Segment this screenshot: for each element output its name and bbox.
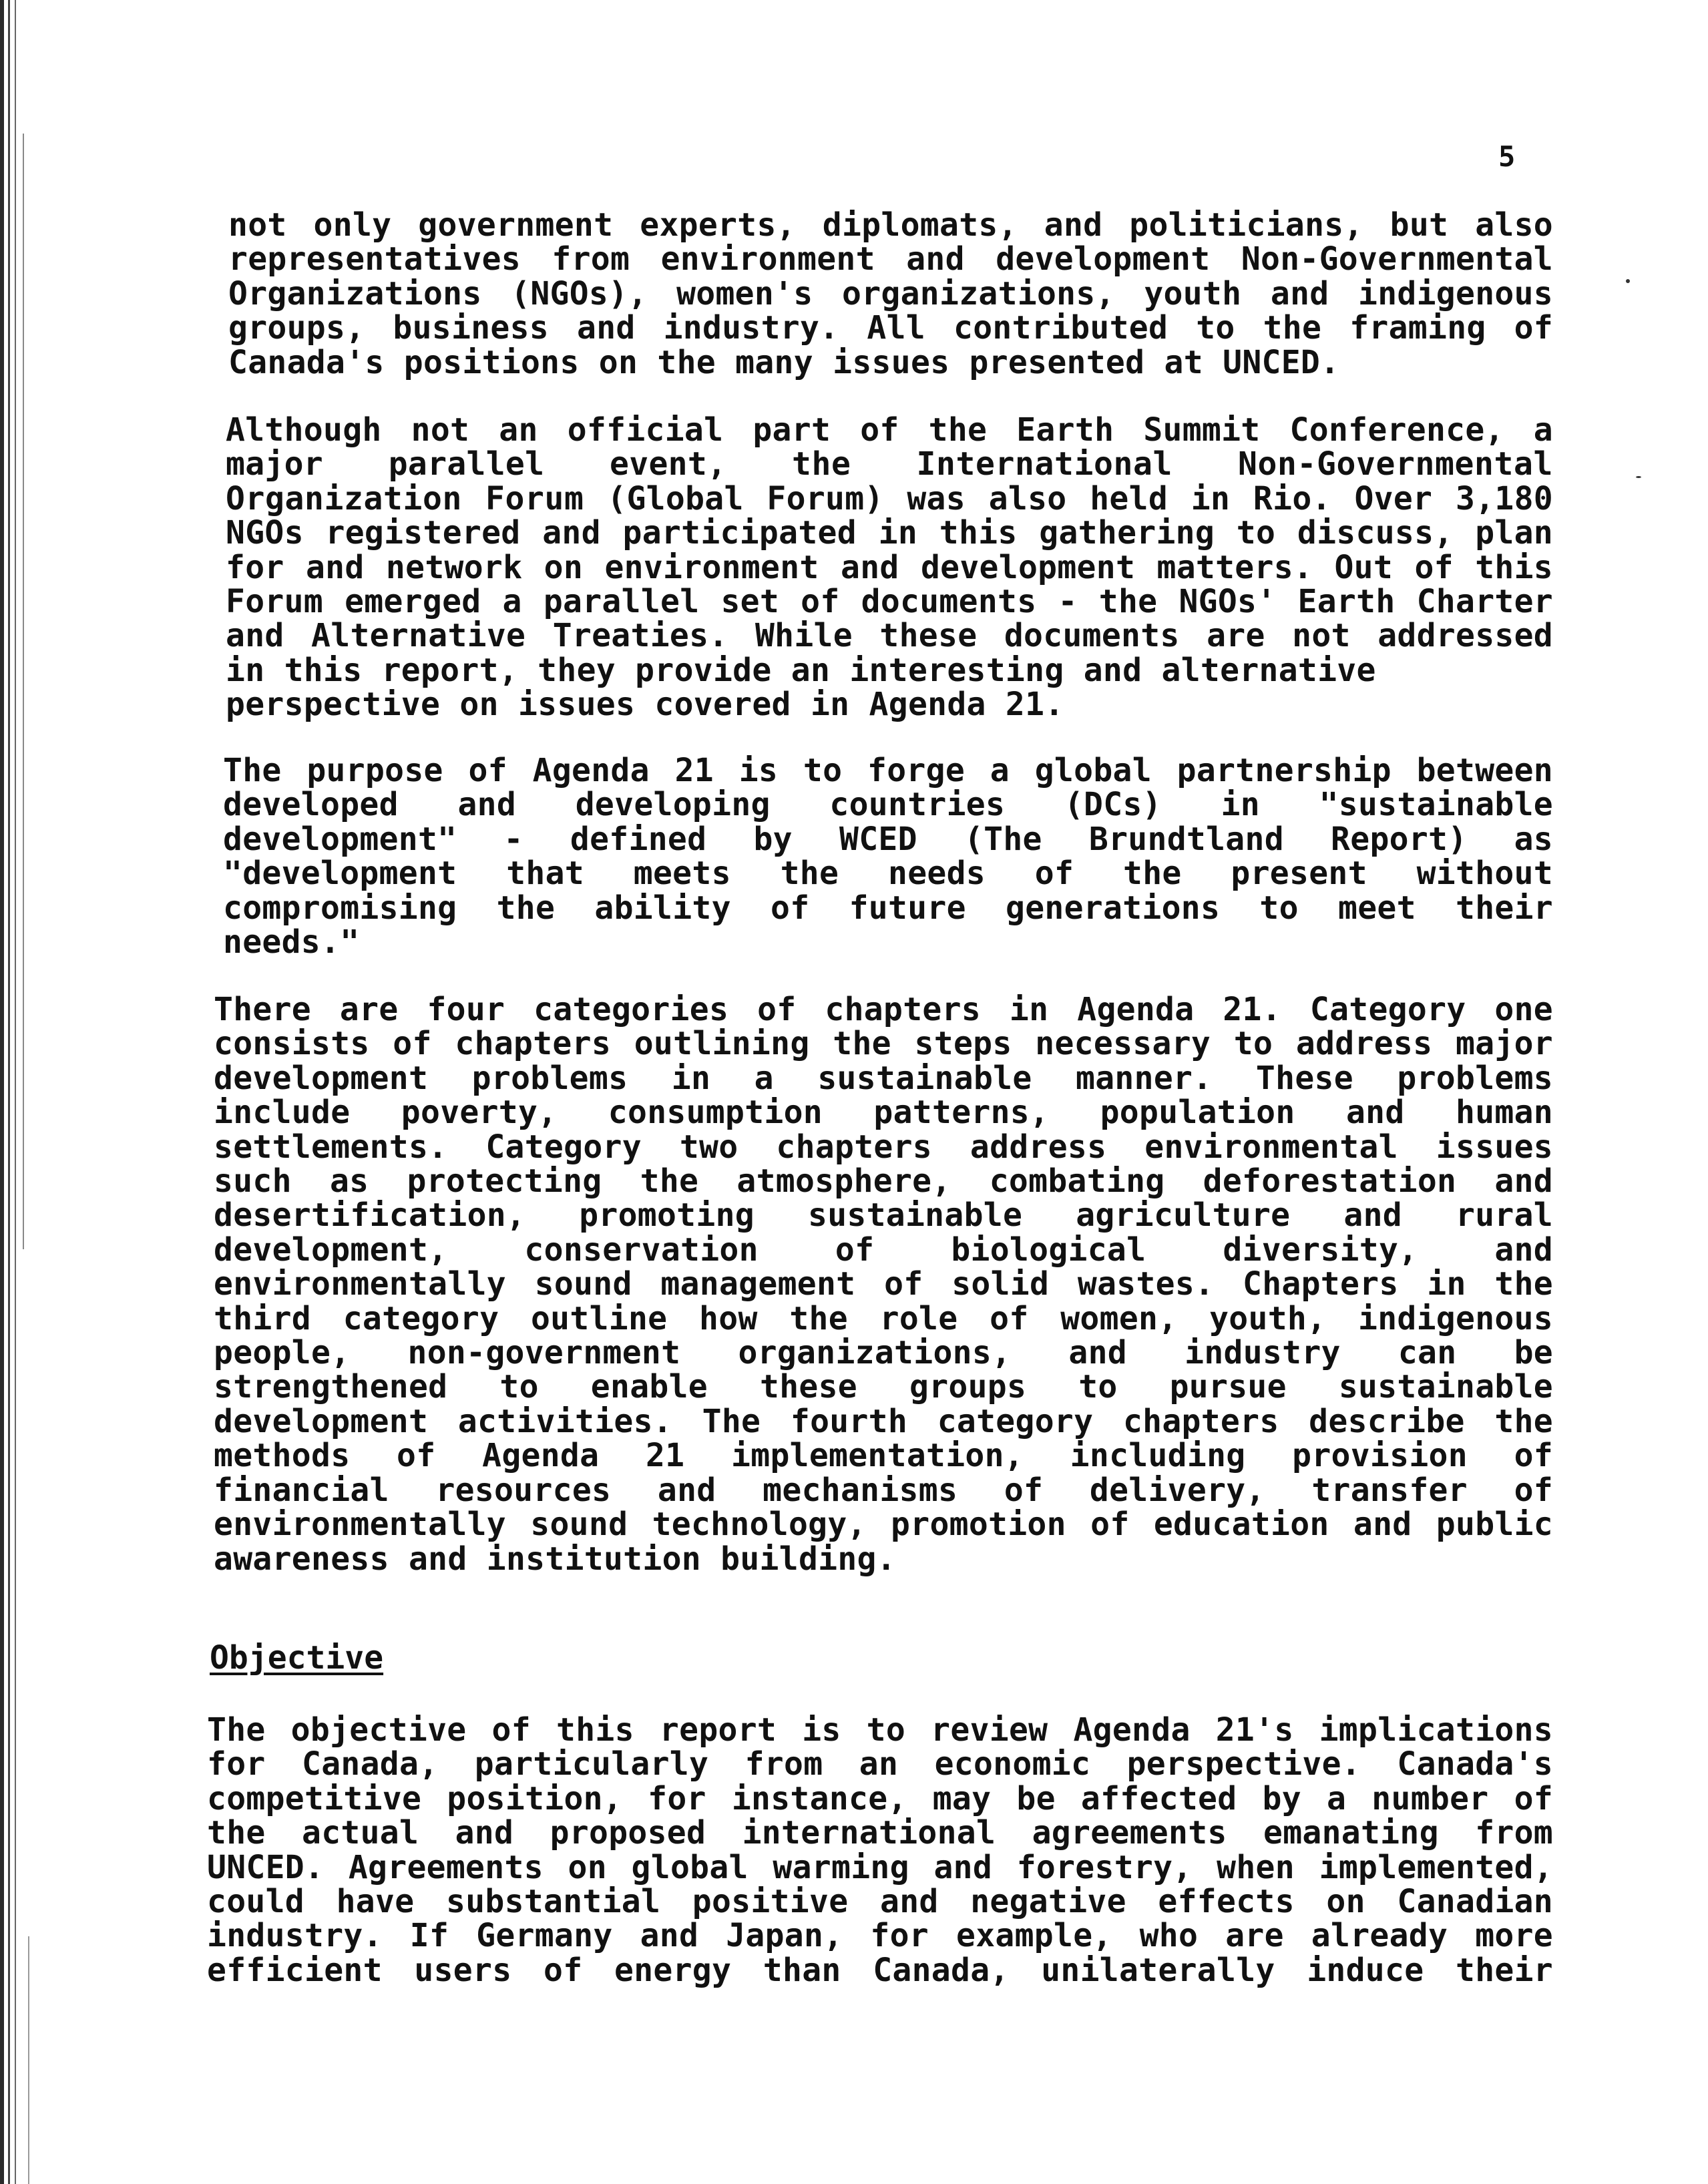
text-line: strengthened to enable these groups to pursue sustainable xyxy=(214,1368,1553,1406)
text-line: development, conservation of biological diversity, and xyxy=(214,1231,1553,1269)
text-line: representatives from environment and development Non-Governmental xyxy=(228,240,1553,278)
text-line xyxy=(226,479,1553,517)
text-line: UNCED. Agreements on global warming and forestry, when implemented, xyxy=(207,1848,1553,1886)
text-line: such as protecting the atmosphere, combating deforestation and xyxy=(214,1162,1553,1200)
paragraph-3 xyxy=(223,754,1553,959)
text-line: environmentally sound management of solid wastes. Chapters in the xyxy=(214,1265,1553,1303)
text-line: awareness and institution building. xyxy=(214,1540,896,1578)
text-segment: (Global Forum) was also held in Rio. Over 3,180 xyxy=(607,479,1553,517)
text-line: for and network on environment and development matters. Out of this xyxy=(226,548,1553,586)
text-line: could have substantial positive and negative effects on Canadian xyxy=(207,1883,1553,1921)
text-line: "development that meets the needs of the present without xyxy=(223,855,1553,893)
text-line: Forum emerged a parallel set of documents - the NGOs' Earth Charter xyxy=(226,583,1553,621)
text-line: Canada's positions on the many issues presented at UNCED. xyxy=(228,343,1340,381)
text-segment: major parallel event, xyxy=(226,445,727,483)
text-line: not only government experts, diplomats, and politicians, but also xyxy=(228,206,1553,244)
paragraph-2 xyxy=(226,413,1553,722)
text-line: financial resources and mechanisms of delivery, transfer of xyxy=(214,1471,1553,1509)
text-line: NGOs registered and participated in this gathering to discuss, plan xyxy=(226,514,1553,552)
bold-phrase: Organization Forum xyxy=(226,479,584,517)
text-line: Although not an official part of the Earth Summit Conference, a xyxy=(226,411,1553,449)
text-line xyxy=(226,447,1553,481)
text-line: compromising the ability of future generations to meet their xyxy=(223,889,1553,927)
text-line: perspective on issues covered in Agenda 21. xyxy=(226,686,1064,724)
text-line: Organizations (NGOs), women's organizations, youth and indigenous xyxy=(228,274,1553,312)
text-line: groups, business and industry. All contributed to the framing of xyxy=(228,309,1553,347)
bold-phrase: the International Non-Governmental xyxy=(791,445,1553,483)
text-line: There are four categories of chapters in Agenda 21. Category one xyxy=(214,991,1553,1028)
text-line: developed and developing countries (DCs) in "sustainable xyxy=(223,786,1553,824)
page-number: 5 xyxy=(1498,140,1516,173)
text-line: settlements. Category two chapters address environmental issues xyxy=(214,1128,1553,1166)
paragraph-5 xyxy=(207,1713,1553,1988)
scan-edge xyxy=(0,0,4,2184)
text-line: environmentally sound technology, promotion of education and public xyxy=(214,1506,1553,1544)
text-line: the actual and proposed international agreements emanating from xyxy=(207,1814,1553,1852)
text-line: desertification, promoting sustainable agriculture and rural xyxy=(214,1196,1553,1235)
text-line: and Alternative Treaties. While these documents are not addressed xyxy=(226,617,1553,655)
text-line: The objective of this report is to review Agenda 21's implications xyxy=(207,1711,1553,1749)
scan-speck xyxy=(1626,279,1630,283)
text-line: needs." xyxy=(223,923,360,961)
text-line: people, non-government organizations, and industry can be xyxy=(214,1334,1553,1372)
text-line: industry. If Germany and Japan, for example, who are already more xyxy=(207,1917,1553,1955)
text-line: methods of Agenda 21 implementation, including provision of xyxy=(214,1437,1553,1475)
text-line: development activities. The fourth category chapters describe the xyxy=(214,1402,1553,1440)
text-line: in this report, they provide an interesting and alternative xyxy=(226,651,1376,689)
text-line: for Canada, particularly from an economic perspective. Canada's xyxy=(207,1745,1553,1783)
text-line: competitive position, for instance, may be affected by a number of xyxy=(207,1779,1553,1817)
text-line: include poverty, consumption patterns, population and human xyxy=(214,1094,1553,1132)
scan-edge xyxy=(8,0,10,2184)
text-line: efficient users of energy than Canada, unilaterally induce their xyxy=(207,1951,1553,1989)
scan-edge xyxy=(23,134,24,1249)
scan-edge xyxy=(28,1936,29,2184)
text-line: development" - defined by WCED (The Brundtland Report) as xyxy=(223,820,1553,858)
text-line: consists of chapters outlining the steps necessary to address major xyxy=(214,1025,1553,1063)
scan-speck xyxy=(1636,476,1641,478)
paragraph-1 xyxy=(228,208,1553,380)
section-heading-objective: Objective xyxy=(210,1639,384,1677)
text-line: The purpose of Agenda 21 is to forge a global partnership between xyxy=(223,752,1553,789)
scan-edge xyxy=(15,0,16,2184)
text-line: development problems in a sustainable manner. These problems xyxy=(214,1059,1553,1097)
text-line: third category outline how the role of women, youth, indigenous xyxy=(214,1299,1553,1337)
paragraph-4 xyxy=(214,993,1553,1576)
